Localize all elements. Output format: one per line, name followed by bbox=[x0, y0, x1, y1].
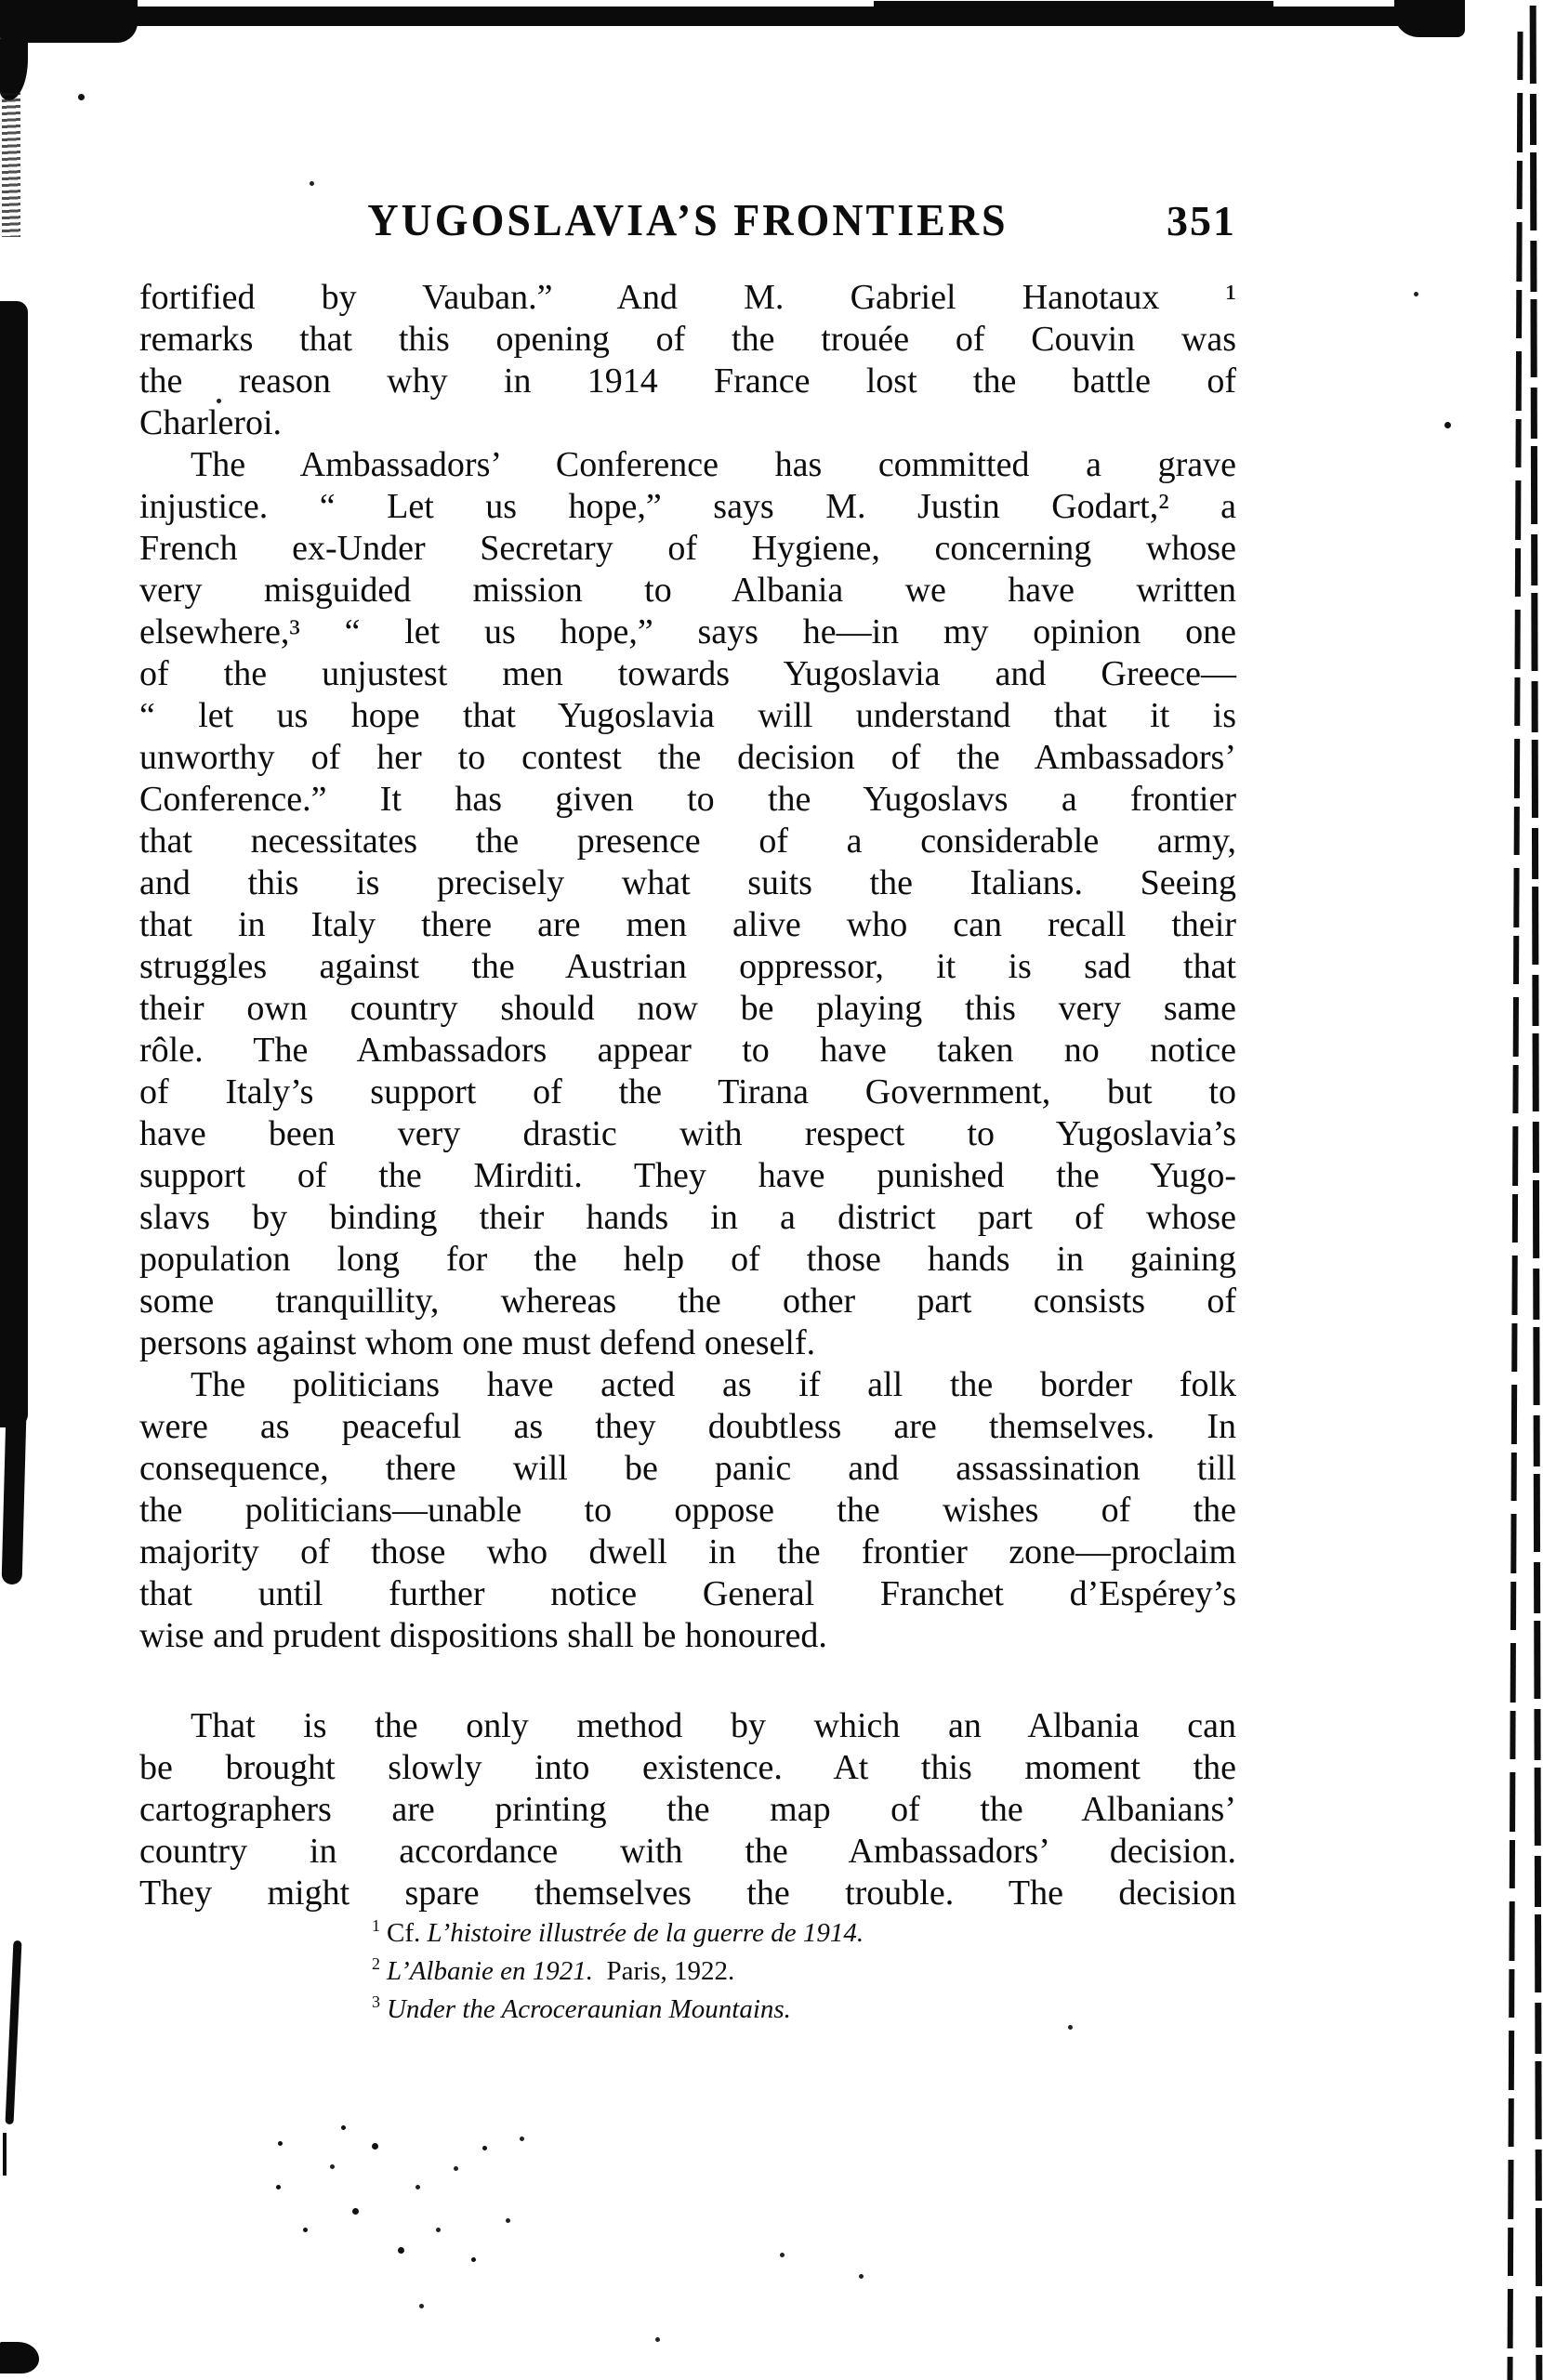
paragraph bbox=[139, 277, 1236, 444]
text-line: That is the only method by which an Albania can bbox=[191, 1706, 1236, 1745]
text-line: injustice. “ Let us hope,” says M. Justin Godart,² a bbox=[139, 487, 1236, 526]
text-line: remarks that this opening of the trouée of Couvin was bbox=[139, 320, 1236, 359]
text-line: fortified by Vauban.” And M. Gabriel Hanotaux ¹ bbox=[139, 278, 1236, 317]
text-line: “ let us hope that Yugoslavia will understand that it is bbox=[139, 696, 1236, 735]
text-line: that necessitates the presence of a considerable army, bbox=[139, 822, 1236, 861]
footnote-text: Paris, 1922. bbox=[593, 1956, 735, 1986]
running-title: YUGOSLAVIA’S FRONTIERS bbox=[367, 194, 1009, 245]
scan-artifact-top-left-corner bbox=[0, 0, 138, 43]
text-line: Charleroi. bbox=[139, 403, 283, 442]
scan-artifact-top-bar bbox=[0, 7, 1452, 26]
text-line: of Italy’s support of the Tirana Government, but to bbox=[139, 1072, 1236, 1111]
text-line: They might spare themselves the trouble. The decision bbox=[139, 1874, 1236, 1913]
footnote bbox=[372, 1953, 864, 1991]
paragraph bbox=[139, 1364, 1236, 1657]
paragraph bbox=[139, 444, 1236, 1364]
scan-artifact-left-bar bbox=[0, 301, 28, 1427]
text-line: that until further notice General Franchet d’Espérey’s bbox=[139, 1574, 1236, 1613]
text-line: support of the Mirditi. They have punished the Yugo- bbox=[139, 1156, 1236, 1195]
text-line: that in Italy there are men alive who can recall their bbox=[139, 905, 1236, 944]
text-line: some tranquillity, whereas the other part consists of bbox=[139, 1282, 1236, 1321]
text-line: be brought slowly into existence. At this moment the bbox=[139, 1748, 1236, 1787]
text-line: persons against whom one must defend oneself. bbox=[139, 1323, 816, 1362]
scan-artifact-left-streak bbox=[6, 1940, 22, 2124]
page-header bbox=[139, 195, 1236, 253]
footnote-text-italic: Under the Acroceraunian Mountains. bbox=[386, 1994, 791, 2024]
text-line: the reason why in 1914 France lost the battle of bbox=[139, 362, 1236, 401]
text-line: population long for the help of those hands in gaining bbox=[139, 1240, 1236, 1279]
text-line: consequence, there will be panic and assassination till bbox=[139, 1449, 1236, 1488]
text-line: the politicians—unable to oppose the wishes of the bbox=[139, 1491, 1236, 1530]
footnote-marker: 2 bbox=[372, 1954, 380, 1974]
text-line: country in accordance with the Ambassadors’ decision. bbox=[139, 1832, 1236, 1871]
scan-artifact-bottom-left-blob bbox=[0, 2342, 39, 2373]
text-line: French ex-Under Secretary of Hygiene, concerning whose bbox=[139, 529, 1236, 568]
footnote-text-italic: L’Albanie en 1921. bbox=[386, 1956, 594, 1986]
text-line: their own country should now be playing this very same bbox=[139, 989, 1236, 1028]
page-number: 351 bbox=[1167, 197, 1236, 244]
footnote-marker: 1 bbox=[372, 1916, 380, 1936]
text-line: majority of those who dwell in the frontier zone—proclaim bbox=[139, 1532, 1236, 1571]
text-line: The Ambassadors’ Conference has committed a grave bbox=[191, 445, 1236, 484]
footnote-text: Cf. bbox=[386, 1918, 428, 1948]
scan-artifact-top-bar-upper bbox=[874, 1, 1273, 9]
text-line: have been very drastic with respect to Yugoslavia’s bbox=[139, 1114, 1236, 1153]
text-line: very misguided mission to Albania we have written bbox=[139, 571, 1236, 610]
footnote bbox=[372, 1991, 864, 2029]
text-line: unworthy of her to contest the decision of the Ambassadors’ bbox=[139, 738, 1236, 777]
text-line: wise and prudent dispositions shall be honoured. bbox=[139, 1616, 827, 1655]
scan-artifact-page-edge-line-inner bbox=[1507, 32, 1523, 2380]
paragraph bbox=[139, 1705, 1236, 1914]
text-line: rôle. The Ambassadors appear to have taken no notice bbox=[139, 1031, 1236, 1070]
text-line: The politicians have acted as if all the border folk bbox=[191, 1365, 1236, 1404]
footnote bbox=[372, 1914, 864, 1953]
footnote-marker: 3 bbox=[372, 1992, 380, 2012]
scan-artifact-top-left-edge bbox=[0, 39, 28, 100]
text-line: Conference.” It has given to the Yugoslavs a frontier bbox=[139, 780, 1236, 819]
footnotes bbox=[372, 1914, 864, 2029]
text-line: slavs by binding their hands in a district part of whose bbox=[139, 1198, 1236, 1237]
text-line: cartographers are printing the map of the Albanians’ bbox=[139, 1790, 1236, 1829]
text-line: of the unjustest men towards Yugoslavia and Greece— bbox=[139, 654, 1236, 693]
text-line: elsewhere,³ “ let us hope,” says he—in my opinion one bbox=[139, 612, 1236, 651]
scan-artifact-speckles bbox=[0, 0, 3, 3]
scan-artifact-bottom-left-tick bbox=[3, 2133, 7, 2176]
text-line: struggles against the Austrian oppressor, it is sad that bbox=[139, 947, 1236, 986]
text-line: and this is precisely what suits the Italians. Seeing bbox=[139, 863, 1236, 902]
text-line: were as peaceful as they doubtless are themselves. In bbox=[139, 1407, 1236, 1446]
scan-artifact-top-right-corner bbox=[1394, 0, 1465, 37]
scan-artifact-left-bar-tail bbox=[2, 1413, 27, 1585]
scan-artifact-page-edge-line-outer bbox=[1530, 6, 1543, 2380]
text-column bbox=[139, 277, 1236, 1914]
footnote-text-italic: L’histoire illustrée de la guerre de 1914. bbox=[427, 1918, 864, 1948]
scan-artifact-top-left-speckle bbox=[2, 93, 20, 237]
